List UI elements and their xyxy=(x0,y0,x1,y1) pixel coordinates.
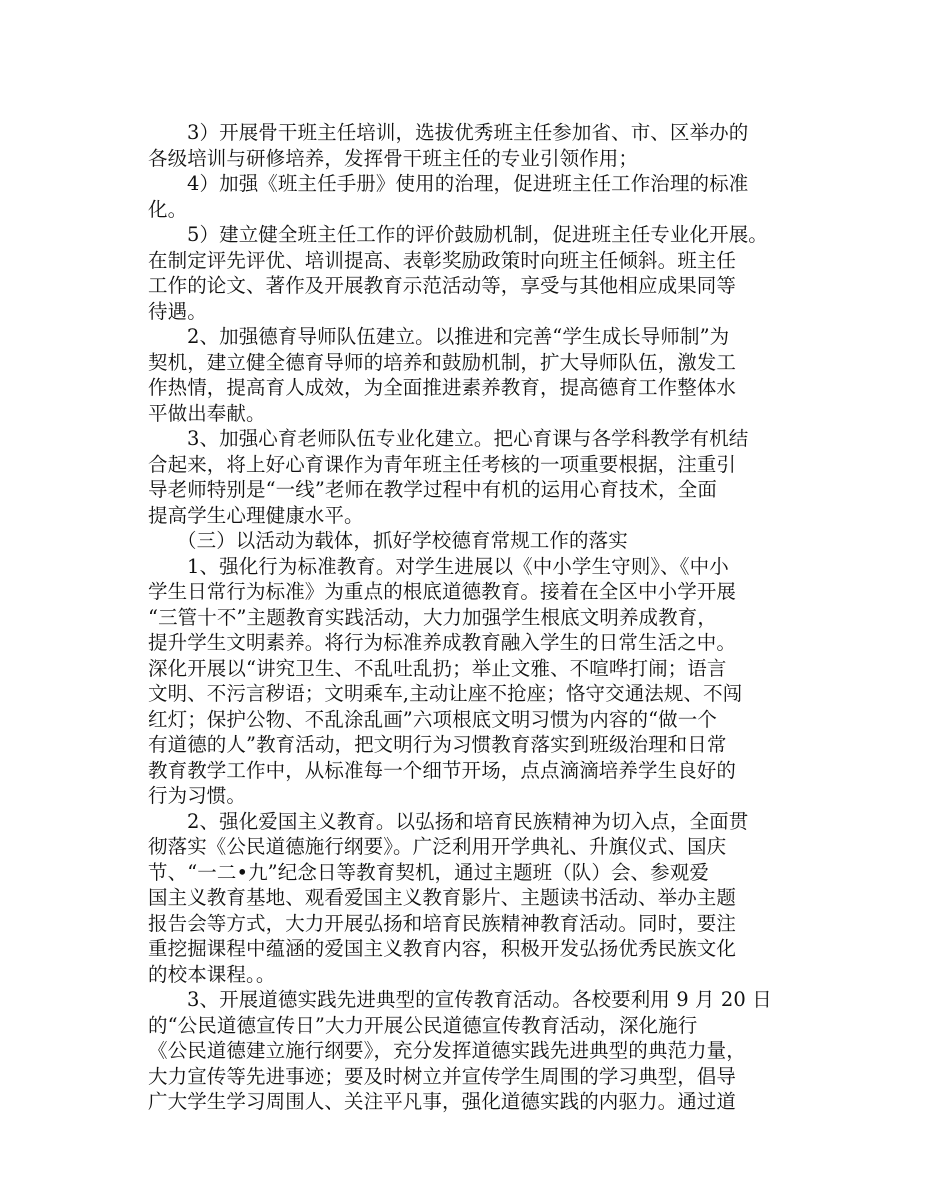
text-line: 化。 xyxy=(148,197,188,221)
text-line: 在制定评先评优、培训提高、表彰奖励政策时向班主任倾斜。班主任 xyxy=(148,248,737,272)
text-line: 彻落实《公民道德施行纲要》。广泛利用开学典礼、升旗仪式、国庆 xyxy=(148,835,727,858)
text-line: 1、强化行为标准教育。对学生进展以《中小学生守则》、《中小 xyxy=(187,554,729,578)
text-line: 大力宣传等先进事迹；要及时树立并宣传学生周围的学习典型，倡导 xyxy=(148,1064,737,1088)
text-line: 学生日常行为标准》为重点的根底道德教育。接着在全区中小学开展 xyxy=(148,580,737,603)
text-line: 2、加强德育导师队伍建立。以推进和完善“学生成长导师制”为 xyxy=(187,325,730,348)
text-line: 的校本课程。。 xyxy=(148,962,276,986)
text-line: 3）开展骨干班主任培训，选拔优秀班主任参加省、市、区举办的 xyxy=(187,121,749,144)
text-line: 红灯；保护公物、不乱涂乱画”六项根底文明习惯为内容的“做一个 xyxy=(148,707,717,731)
text-line: 5）建立健全班主任工作的评价鼓励机制，促进班主任专业化开展。 xyxy=(187,223,768,246)
text-line: 教育教学工作中，从标准每一个细节开场，点点滴滴培养学生良好的 xyxy=(148,758,737,782)
text-line: 工作的论文、著作及开展教育示范活动等，享受与其他相应成果同等 xyxy=(148,274,737,297)
text-line: 2、强化爱国主义教育。以弘扬和培育民族精神为切入点，全面贯 xyxy=(187,809,749,833)
text-line: （三）以活动为载体，抓好学校德育常规工作的落实 xyxy=(177,529,628,552)
text-line: 文明、不污言秽语；文明乘车,主动让座不抢座；恪守交通法规、不闯 xyxy=(148,682,743,705)
text-line: 4）加强《班主任手册》使用的治理，促进班主任工作治理的标准 xyxy=(187,172,749,195)
text-line: 《公民道德建立施行纲要》，充分发挥道德实践先进典型的典范力量， xyxy=(148,1039,746,1062)
document-page xyxy=(148,120,816,1115)
text-line: 3、开展道德实践先进典型的宣传教育活动。各校要利用 9 月 20 日 xyxy=(187,988,772,1011)
text-line: 报告会等方式，大力开展弘扬和培育民族精神教育活动。同时，要注 xyxy=(148,911,737,935)
text-line: 节、“一二•九”纪念日等教育契机，通过主题班（队）会、参观爱 xyxy=(148,860,709,884)
text-line: 有道德的人”教育活动，把文明行为习惯教育落实到班级治理和日常 xyxy=(148,733,727,756)
text-line: 的“公民道德宣传日”大力开展公民道德宣传教育活动，深化施行 xyxy=(148,1013,698,1037)
text-line: 广大学生学习周围人、关注平凡事，强化道德实践的内驱力。通过道 xyxy=(148,1090,737,1113)
text-line: 行为习惯。 xyxy=(148,784,247,807)
text-line: 深化开展以“讲究卫生、不乱吐乱扔；举止文雅、不喧哗打闹；语言 xyxy=(148,656,727,680)
text-line: 提高学生心理健康水平。 xyxy=(148,503,364,527)
text-line: 提升学生文明素养。将行为标准养成教育融入学生的日常生活之中。 xyxy=(148,631,737,654)
text-line: 导老师特别是“一线”老师在教学过程中有机的运用心育技术，全面 xyxy=(148,478,717,501)
text-line: 各级培训与研修培养，发挥骨干班主任的专业引领作用； xyxy=(148,146,639,170)
text-line: 平做出奉献。 xyxy=(148,401,266,425)
text-line: 待遇。 xyxy=(148,299,207,323)
text-line: 国主义教育基地、观看爱国主义教育影片、主题读书活动、举办主题 xyxy=(148,886,737,909)
text-line: 作热情，提高育人成效，为全面推进素养教育，提高德育工作整体水 xyxy=(148,376,737,399)
text-line: 合起来，将上好心育课作为青年班主任考核的一项重要根据，注重引 xyxy=(148,452,737,476)
text-line: 契机，建立健全德育导师的培养和鼓励机制，扩大导师队伍，激发工 xyxy=(148,350,737,374)
text-line: “三管十不”主题教育实践活动，大力加强学生根底文明养成教育， xyxy=(148,605,717,629)
text-line: 3、加强心育老师队伍专业化建立。把心育课与各学科教学有机结 xyxy=(187,427,749,450)
text-line: 重挖掘课程中蕴涵的爱国主义教育内容，积极开发弘扬优秀民族文化 xyxy=(148,937,737,960)
